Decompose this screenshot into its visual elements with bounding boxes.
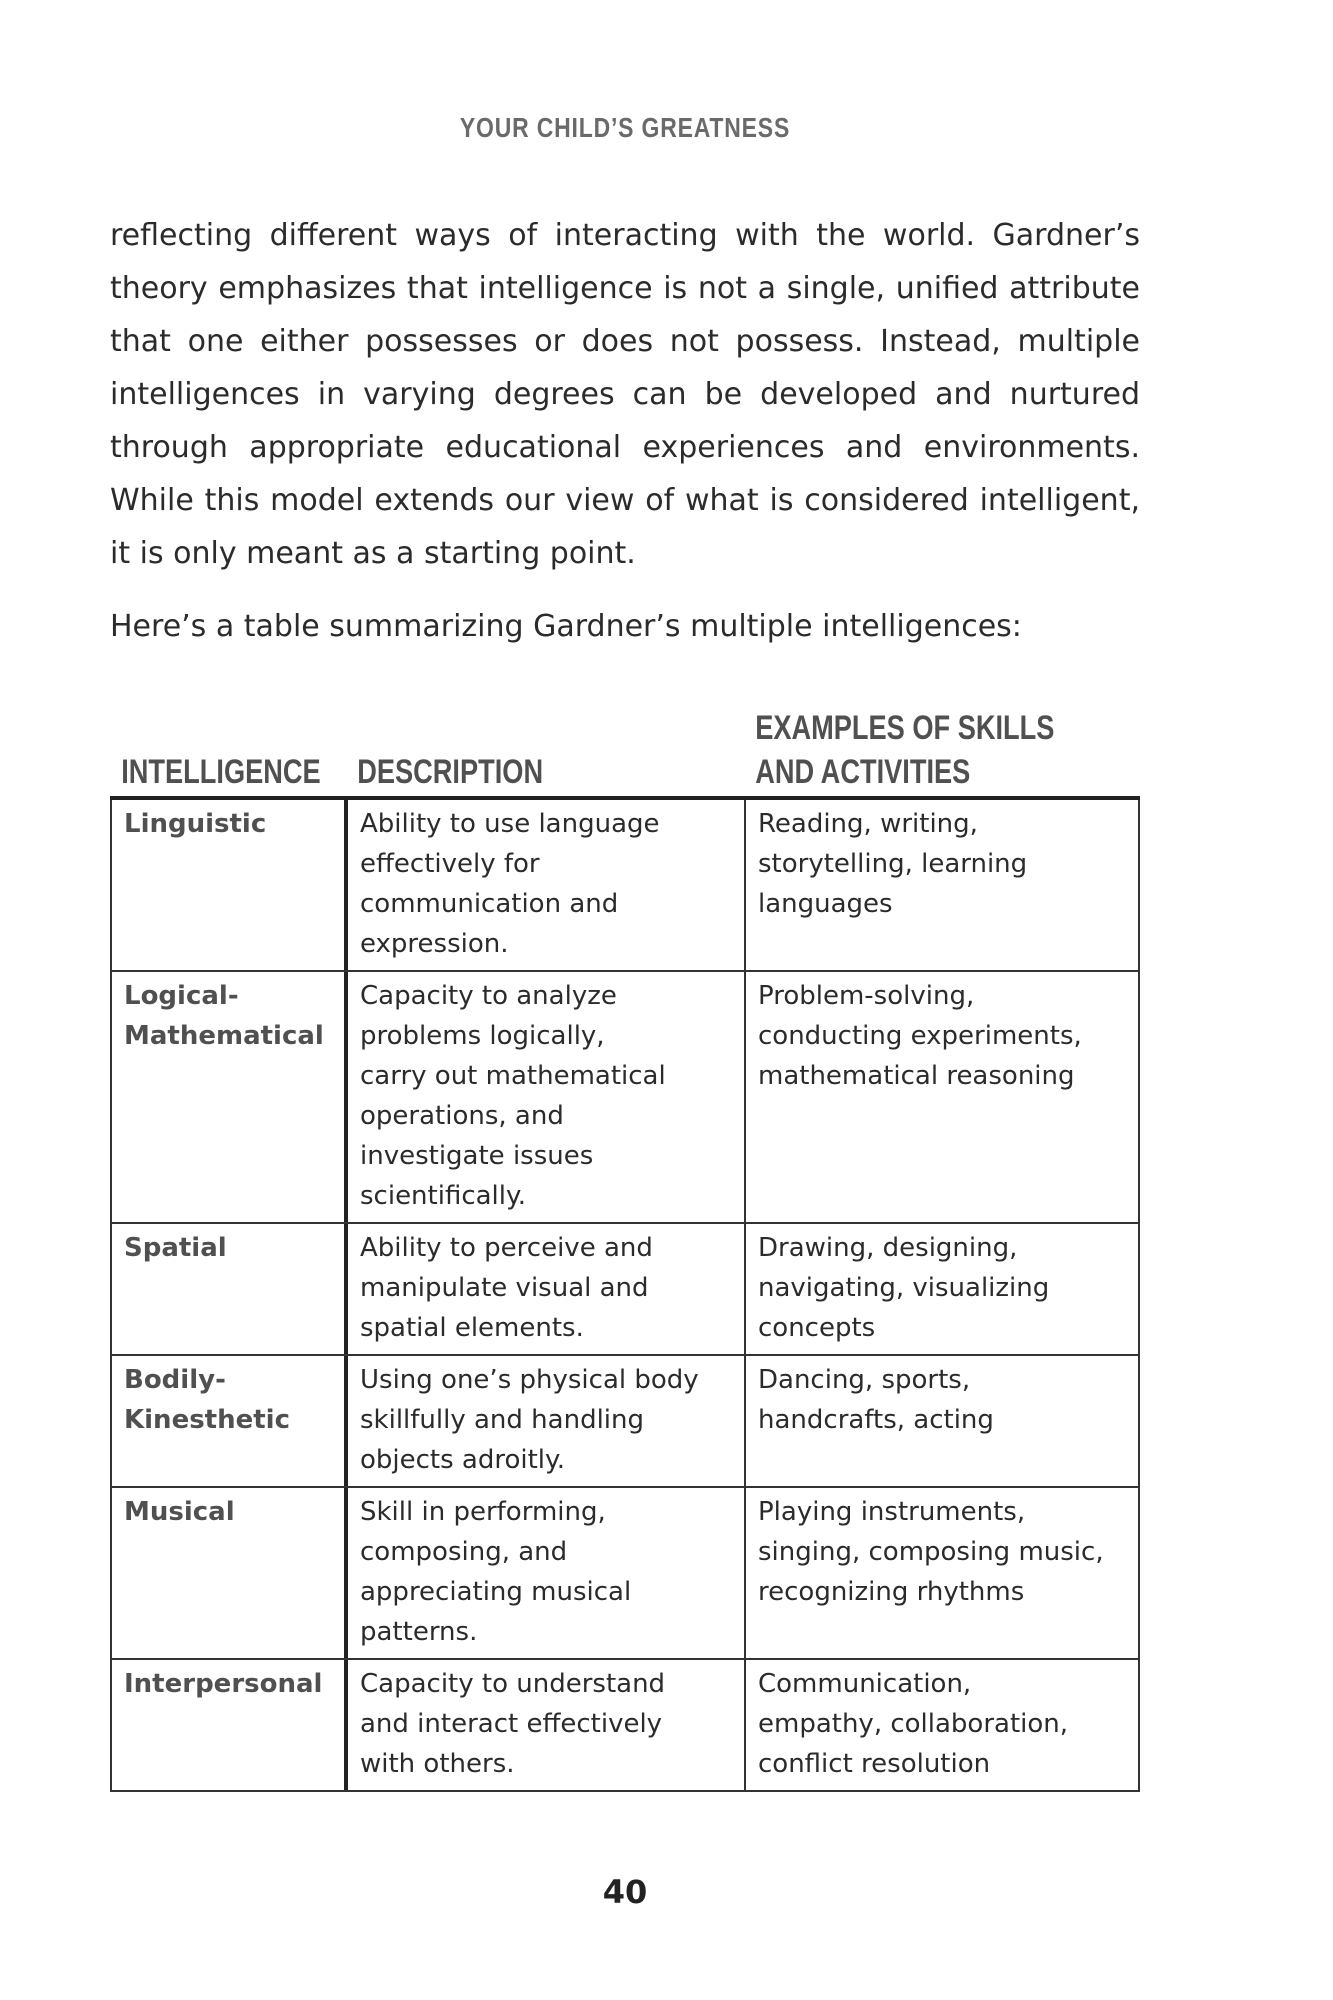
table-intro-paragraph: Here’s a table summarizing Gardner’s multiple intelligences: <box>110 609 1022 644</box>
cell-line: investigate issues <box>360 1141 594 1171</box>
cell-examples <box>746 1488 1138 1658</box>
page-number: 40 <box>602 1873 648 1911</box>
cell-line: communication and <box>360 889 619 919</box>
intelligences-table <box>110 696 1140 1792</box>
cell-examples <box>746 1356 1138 1486</box>
cell-line: operations, and <box>360 1101 564 1131</box>
cell-line: conducting experiments, <box>758 1021 1082 1051</box>
cell-line: scientifically. <box>360 1181 526 1211</box>
cell-line: singing, composing music, <box>758 1537 1104 1567</box>
cell-examples <box>746 1660 1138 1790</box>
cell-line: Reading, writing, <box>758 809 978 839</box>
cell-line: conflict resolution <box>758 1749 991 1779</box>
table-row <box>112 800 1138 972</box>
table-row <box>112 1224 1138 1356</box>
cell-line: expression. <box>360 929 509 959</box>
cell-line: objects adroitly. <box>360 1445 565 1475</box>
cell-line: patterns. <box>360 1617 478 1647</box>
cell-line: carry out mathematical <box>360 1061 666 1091</box>
cell-line: spatial elements. <box>360 1313 584 1343</box>
cell-line: Ability to perceive and <box>360 1233 653 1263</box>
cell-intelligence <box>112 1488 348 1658</box>
cell-intelligence <box>112 1356 348 1486</box>
cell-intelligence <box>112 1224 348 1354</box>
cell-line: Dancing, sports, <box>758 1365 971 1395</box>
cell-line: Kinesthetic <box>124 1405 291 1435</box>
cell-line: Musical <box>124 1497 235 1527</box>
cell-examples <box>746 800 1138 970</box>
table-header <box>110 696 1140 800</box>
cell-line: problems logically, <box>360 1021 605 1051</box>
header-examples-line: AND ACTIVITIES <box>755 753 971 791</box>
cell-line: Mathematical <box>124 1021 324 1051</box>
cell-line: Interpersonal <box>124 1669 323 1699</box>
running-head: YOUR CHILD’S GREATNESS <box>459 112 791 143</box>
cell-line: Communication, <box>758 1669 972 1699</box>
cell-line: Bodily- <box>124 1365 226 1395</box>
cell-examples <box>746 1224 1138 1354</box>
cell-line: handcrafts, acting <box>758 1405 994 1435</box>
header-examples-line: EXAMPLES OF SKILLS <box>755 709 1055 747</box>
cell-examples <box>746 972 1138 1222</box>
table-row <box>112 1488 1138 1660</box>
cell-description <box>348 1488 746 1658</box>
cell-line: navigating, visualizing <box>758 1273 1050 1303</box>
cell-line: manipulate visual and <box>360 1273 649 1303</box>
cell-line: effectively for <box>360 849 540 879</box>
cell-line: Capacity to analyze <box>360 981 617 1011</box>
cell-line: skillfully and handling <box>360 1405 645 1435</box>
cell-line: Using one’s physical body <box>360 1365 699 1395</box>
cell-line: recognizing rhythms <box>758 1577 1025 1607</box>
table-row <box>112 1660 1138 1792</box>
cell-line: languages <box>758 889 893 919</box>
table-row <box>112 972 1138 1224</box>
cell-description <box>348 972 746 1222</box>
table-row <box>112 1356 1138 1488</box>
cell-line: storytelling, learning <box>758 849 1028 879</box>
cell-description <box>348 1356 746 1486</box>
cell-intelligence <box>112 1660 348 1790</box>
cell-line: Playing instruments, <box>758 1497 1026 1527</box>
cell-description <box>348 800 746 970</box>
cell-description <box>348 1224 746 1354</box>
cell-line: concepts <box>758 1313 876 1343</box>
cell-line: empathy, collaboration, <box>758 1709 1069 1739</box>
cell-intelligence <box>112 800 348 970</box>
header-description: DESCRIPTION <box>357 753 544 791</box>
body-paragraph: reflecting different ways of interacting with the world. Gardner’s theory emphasizes that intelligence is not a single, unified attribute that one either possesses or does not possess. Instead, multiple intelligences in varying degrees can be developed and nurtured through appropriate educational experiences and environments. While this model extends our view of what is considered intelligent, it is only meant as a starting point. <box>110 218 1140 571</box>
table-body <box>110 800 1140 1792</box>
cell-line: Linguistic <box>124 809 267 839</box>
cell-description <box>348 1660 746 1790</box>
cell-line: composing, and <box>360 1537 568 1567</box>
cell-line: Skill in performing, <box>360 1497 606 1527</box>
cell-line: Spatial <box>124 1233 227 1263</box>
cell-line: appreciating musical <box>360 1577 632 1607</box>
cell-line: mathematical reasoning <box>758 1061 1075 1091</box>
cell-line: with others. <box>360 1749 515 1779</box>
cell-line: Problem-solving, <box>758 981 975 1011</box>
cell-line: and interact effectively <box>360 1709 663 1739</box>
cell-intelligence <box>112 972 348 1222</box>
cell-line: Ability to use language <box>360 809 660 839</box>
cell-line: Capacity to understand <box>360 1669 666 1699</box>
header-examples <box>744 706 1061 796</box>
cell-line: Drawing, designing, <box>758 1233 1018 1263</box>
cell-line: Logical- <box>124 981 239 1011</box>
header-intelligence: INTELLIGENCE <box>121 753 321 791</box>
